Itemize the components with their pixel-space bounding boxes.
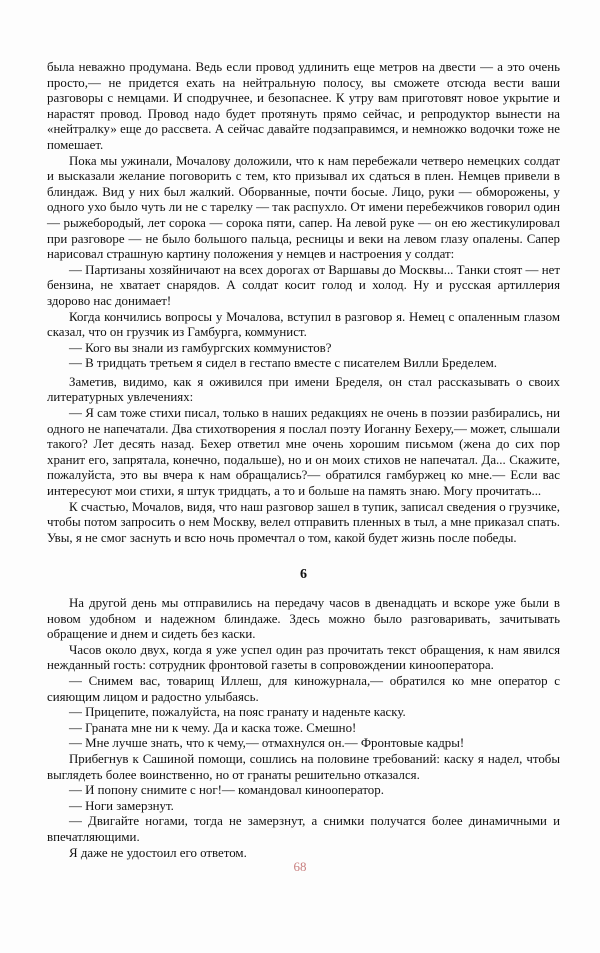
chapter-number: 6	[300, 567, 307, 583]
paragraph: Прибегнув к Сашиной помощи, сошлись на половине требований: каску я надел, чтобы выглядеть более воинственно, но от гранаты решительно отказался.	[47, 751, 560, 782]
paragraph: — И попону снимите с ног!— командовал кинооператор.	[69, 783, 384, 798]
paragraph: — Двигайте ногами, тогда не замерзнут, а снимки получатся более динамичными и впечатляющими.	[47, 814, 560, 844]
paragraph: — Ноги замерзнут.	[69, 798, 174, 813]
paragraph: — Я сам тоже стихи писал, только в наших редакциях не очень в поэзии разбирались, ни одного не напечатали. Два стихотворения я послал поэту Иоганну Бехеру,— может, слышали такого? Лет десять назад. Бехер ответил мне очень хорошим письмом (жена до сих пор хранит его, запрятала, конечно, подальше), но и он моих стихов не напечатал. Да... Скажите, пожалуйста, это вы вчера к нам обращались?— обратился гамбуржец ко мне.— Если вас интересуют мои стихи, я штук тридцать, а то и больше на память знаю. Могу прочитать...	[47, 406, 560, 499]
paragraph: Когда кончились вопросы у Мочалова, вступил в разговор я. Немец с опаленным глазом сказал, что он грузчик из Гамбурга, коммунист.	[47, 309, 560, 340]
text-body	[47, 60, 560, 861]
paragraph: — Снимем вас, товарищ Иллеш, для киножурнала,— обратился ко мне оператор с сияющим лицом и радостно улыбаясь.	[47, 673, 560, 704]
paragraph: Заметив, видимо, как я оживился при имени Бределя, он стал рассказывать о своих литературных увлечениях:	[47, 374, 560, 405]
paragraph: — В тридцать третьем я сидел в гестапо вместе с писателем Вилли Бределем.	[69, 356, 497, 371]
paragraph: Я даже не удостоил его ответом.	[69, 845, 247, 860]
paragraph: Часов около двух, когда я уже успел один раз прочитать текст обращения, к нам явился нежданный гость: сотрудник фронтовой газеты в сопровождении кинооператора.	[47, 642, 560, 673]
paragraph: — Граната мне ни к чему. Да и каска тоже. Смешно!	[69, 720, 357, 735]
paragraph: Пока мы ужинали, Мочалову доложили, что к нам перебежали четверо немецких солдат и высказали желание поговорить с тем, кто призывал их сдаться в плен. Немцев привели в блиндаж. Вид у них был жалкий. Оборванные, почти босые. Лицо, руки — обморожены, у одного ухо было чуть ли не с тарелку — так распухло. От имени перебежчиков говорил один — рыжебородый, лет сорока — сорока пяти, сапер. На левой руке — он ею жестикулировал при разговоре — не было большого пальца, ресницы и веки на левом глазу опалены. Сапер нарисовал страшную картину положения у немцев и настроения у солдат:	[47, 153, 560, 262]
paragraph: — Кого вы знали из гамбургских коммунистов?	[69, 340, 332, 355]
paragraph: — Прицепите, пожалуйста, на пояс гранату и наденьте каску.	[69, 705, 406, 720]
paragraph: — Партизаны хозяйничают на всех дорогах от Варшавы до Москвы... Танки стоят — нет бензина, не хватает снарядов. А солдат косит голод и холод. Ну и русская артиллерия здорово нас донимает!	[47, 262, 560, 308]
paragraph: На другой день мы отправились на передачу часов в двенадцать и вскоре уже были в новом удобном и надежном блиндаже. Здесь можно было разговаривать, зачитывать обращение и днем и сидеть без каски.	[47, 596, 560, 642]
paragraph: К счастью, Мочалов, видя, что наш разговор зашел в тупик, записал сведения о грузчике, чтобы потом запросить о нем Москву, велел отправить пленных в тыл, а мне приказал спать. Увы, я не смог заснуть и всю ночь промечтал о том, какой будет жизнь после победы.	[47, 499, 560, 545]
paragraph: — Мне лучше знать, что к чему,— отмахнулся он.— Фронтовые кадры!	[69, 736, 465, 751]
paragraph: была неважно продумана. Ведь если провод удлинить еще метров на двести — а это очень просто,— не придется ехать на нейтральную полосу, вы сможете отсюда вести ваши разговоры с немцами. И сподручнее, и безопаснее. К утру вам приготовят новое укрытие и нарастят провод. Провод надо будет протянуть прямо сейчас, и репродуктор вынести на «нейтралку» еще до рассвета. А сейчас давайте подзаправимся, и немножко водочки тоже не помешает.	[47, 60, 560, 152]
page-number: 68	[293, 859, 307, 874]
